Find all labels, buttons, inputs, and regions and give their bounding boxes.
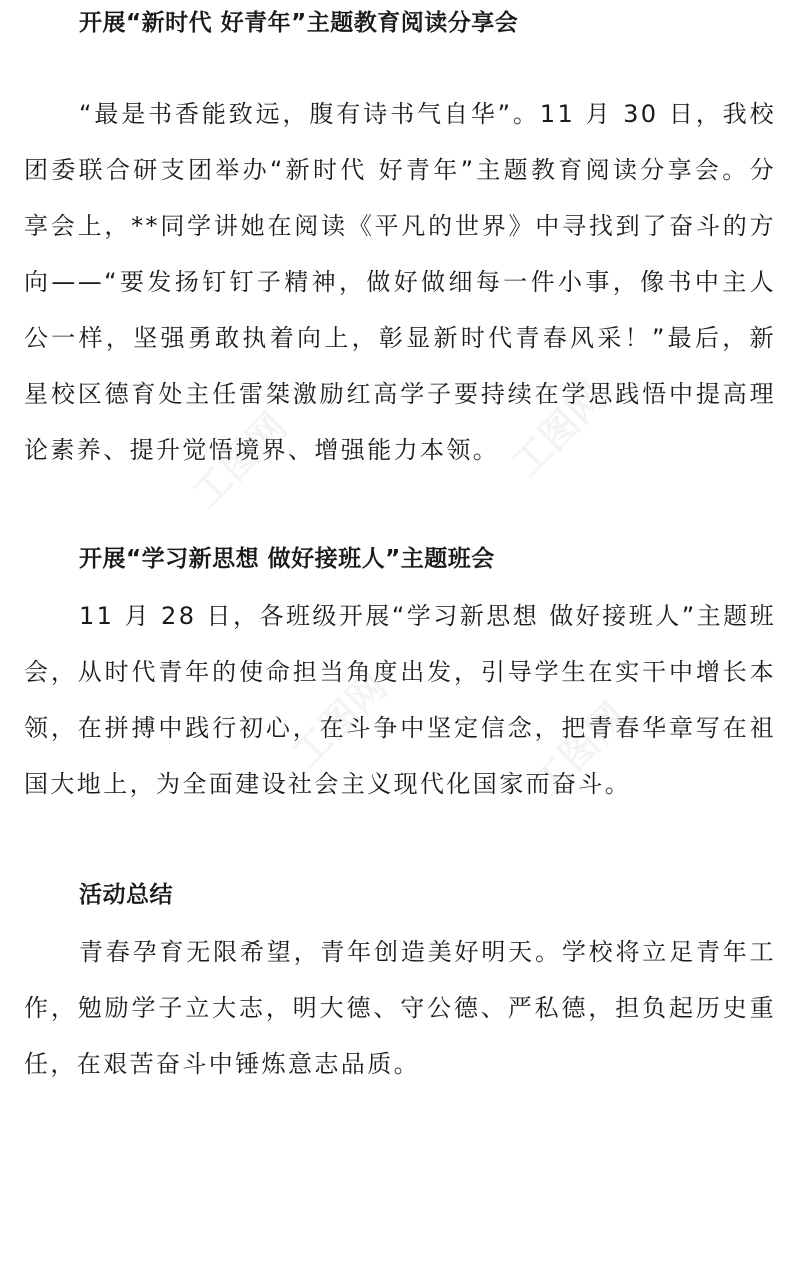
section-body-summary (24, 924, 776, 1092)
section-body-class-meeting (24, 588, 776, 812)
paragraph-summary: 青春孕育无限希望，青年创造美好明天。学校将立足青年工作，勉励学子立大志，明大德、守公德、严私德，担负起历史重任，在艰苦奋斗中锤炼意志品质。 (24, 938, 776, 1078)
paragraph-reading-event: “最是书香能致远，腹有诗书气自华”。11 月 30 日，我校团委联合研支团举办“新时代 好青年”主题教育阅读分享会。分享会上，**同学讲她在阅读《平凡的世界》中寻找到了奋斗的方向——“要发扬钉钉子精神，做好做细每一件小事，像书中主人公一样，坚强勇敢执着向上，彰显新时代青春风采！”最后，新星校区德育处主任雷桀激励红高学子要持续在学思践悟中提高理论素养、提升觉悟境界、增强能力本领。 (24, 100, 776, 464)
section-heading-summary: 活动总结 (79, 882, 173, 908)
section-body-reading-event (24, 86, 776, 478)
paragraph-class-meeting: 11 月 28 日，各班级开展“学习新思想 做好接班人”主题班会，从时代青年的使命担当角度出发，引导学生在实干中增长本领，在拼搏中践行初心，在斗争中坚定信念，把青春华章写在祖国大地上，为全面建设社会主义现代化国家而奋斗。 (24, 602, 776, 798)
section-heading-class-meeting: 开展“学习新思想 做好接班人”主题班会 (79, 546, 495, 572)
section-heading-reading-event: 开展“新时代 好青年”主题教育阅读分享会 (79, 10, 519, 36)
